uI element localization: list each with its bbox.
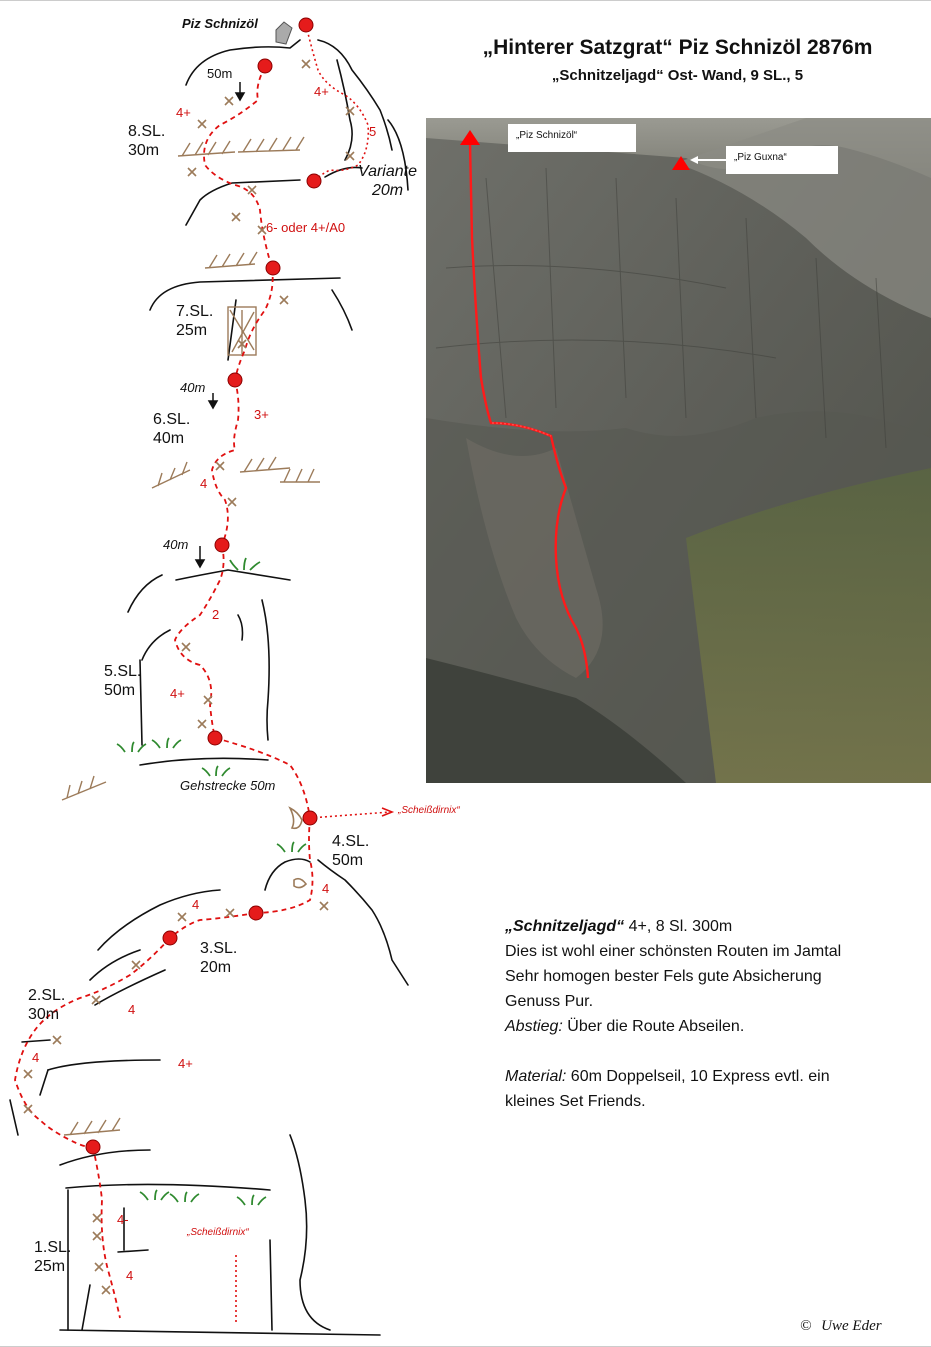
belay-4 xyxy=(208,731,222,745)
copyright-symbol: © xyxy=(800,1318,812,1334)
rock-outlines xyxy=(10,40,408,1335)
grade-label: 4- xyxy=(117,1212,129,1227)
belay-stations xyxy=(86,18,321,1154)
summit-cross-icon xyxy=(276,22,292,44)
grade-label: 4 xyxy=(322,881,330,896)
summit-label: Piz Schnizöl xyxy=(182,16,258,31)
pitch-6: 6.SL. 40m xyxy=(153,411,191,447)
grade-label: 4 xyxy=(32,1050,40,1065)
descent-label: Abstieg: xyxy=(505,1018,563,1035)
rappel-label: 40m xyxy=(180,380,206,395)
grade-label: 4+ xyxy=(176,105,191,120)
descent-text: Über die Route Abseilen. xyxy=(562,1018,745,1035)
variant-label: Variante 20m xyxy=(358,163,417,199)
ledge-hatches xyxy=(62,137,320,1135)
other-route-label: „Scheißdirnix“ xyxy=(187,1227,249,1238)
grade-label: 5 xyxy=(369,124,377,139)
material-line-2: kleines Set Friends. xyxy=(505,1093,646,1110)
page-title: „Hinterer Satzgrat“ Piz Schnizöl 2876m xyxy=(482,36,873,59)
grade-label: 2 xyxy=(212,607,220,622)
rappel-label: 50m xyxy=(207,66,233,81)
material-line xyxy=(505,1064,915,1089)
grade-label: 4+ xyxy=(178,1056,193,1071)
belay-6 xyxy=(228,373,242,387)
belay-variant xyxy=(307,174,321,188)
material-text: 60m Doppelseil, 10 Express evtl. ein xyxy=(566,1068,830,1085)
topo-diagram xyxy=(0,0,425,1347)
material-label: Material: xyxy=(505,1068,567,1085)
wall-photo xyxy=(426,118,931,783)
wall-photo-image xyxy=(426,118,931,783)
belay-2 xyxy=(163,931,177,945)
rappel-label: 40m xyxy=(163,537,189,552)
other-route-label: „Scheißdirnix“ xyxy=(398,805,460,816)
pitch-3: 3.SL. 20m xyxy=(200,940,238,976)
pitch-7: 7.SL. 25m xyxy=(176,303,214,339)
description-line: Sehr homogen bester Fels gute Absicherung xyxy=(505,968,822,985)
route-summary: 4+, 8 Sl. 300m xyxy=(624,918,733,935)
author-signature: Uwe Eder xyxy=(821,1318,882,1334)
belay-7 xyxy=(266,261,280,275)
route-summary-line xyxy=(505,914,915,939)
belay-8 xyxy=(258,59,272,73)
walk-label: Gehstrecke 50m xyxy=(180,778,276,793)
grass-tufts xyxy=(117,558,306,1205)
belay-3 xyxy=(249,906,263,920)
grade-label: 4 xyxy=(192,897,200,912)
belay-3b xyxy=(303,811,317,825)
pitch-5: 5.SL. 50m xyxy=(104,663,142,699)
description-line: Genuss Pur. xyxy=(505,993,594,1010)
page-subtitle: „Schnitzeljagd“ Ost- Wand, 9 SL., 5 xyxy=(551,67,804,84)
description-line: Dies ist wohl einer schönsten Routen im Jamtal xyxy=(505,943,842,960)
grade-label: 4 xyxy=(126,1268,134,1283)
grade-label: 4 xyxy=(128,1002,136,1017)
grade-label: 6- oder 4+/A0 xyxy=(266,220,346,235)
pitch-2: 2.SL. 30m xyxy=(28,987,66,1023)
bolts xyxy=(24,60,354,1294)
pitch-8: 8.SL. 30m xyxy=(128,123,166,159)
belay-summit xyxy=(299,18,313,32)
photo-label-guxna: „Piz Guxna“ xyxy=(726,146,838,174)
route-description xyxy=(505,914,915,1114)
route-name: „Schnitzeljagd“ xyxy=(505,918,625,935)
grade-label: 3+ xyxy=(254,407,269,422)
belay-5 xyxy=(215,538,229,552)
descent-line xyxy=(505,1014,915,1039)
pitch-4: 4.SL. 50m xyxy=(332,833,370,869)
belay-1 xyxy=(86,1140,100,1154)
spacer xyxy=(505,1039,915,1064)
other-route-arrow xyxy=(382,808,392,816)
photo-label-schnizoel: „Piz Schnizöl“ xyxy=(508,124,636,152)
grade-label: 4+ xyxy=(314,84,329,99)
grade-label: 4 xyxy=(200,476,208,491)
copyright xyxy=(800,1318,882,1335)
grade-label: 4+ xyxy=(170,686,185,701)
pitch-1: 1.SL. 25m xyxy=(34,1239,72,1275)
